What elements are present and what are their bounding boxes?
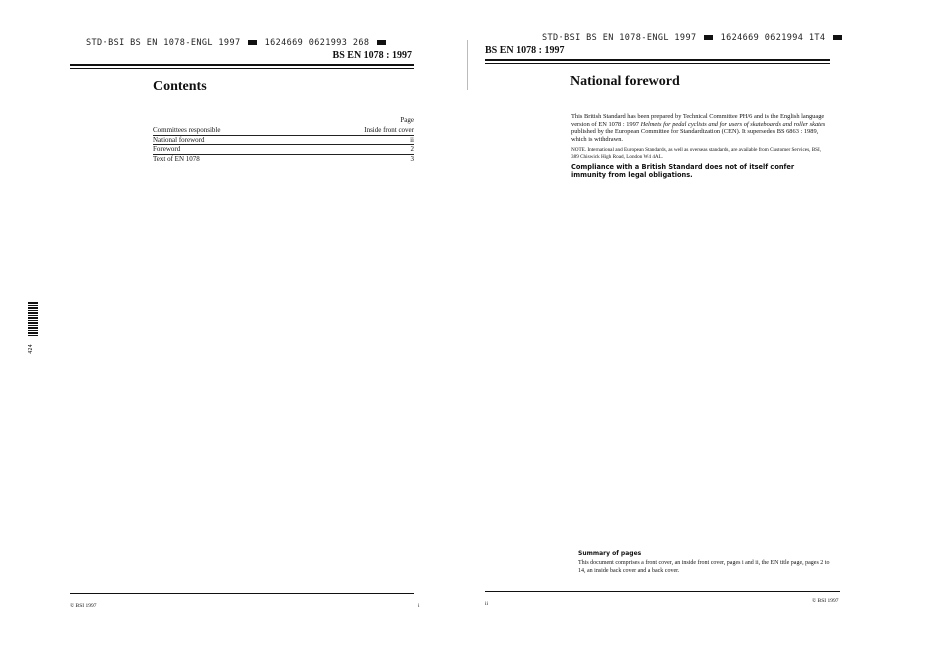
barcode-icon bbox=[28, 302, 38, 336]
toc-row[interactable] bbox=[153, 136, 414, 146]
header-rule bbox=[70, 64, 414, 66]
footer-rule bbox=[70, 593, 414, 594]
document-stamp bbox=[86, 38, 388, 48]
toc-title: Foreword bbox=[153, 145, 181, 153]
summary-title: Summary of pages bbox=[578, 550, 642, 557]
footer-page-number: i bbox=[418, 603, 420, 609]
stamp-block bbox=[377, 40, 386, 45]
contents-title: Contents bbox=[153, 79, 207, 94]
foreword-title: National foreword bbox=[570, 74, 680, 89]
toc-page: 2 bbox=[410, 145, 414, 153]
page-gutter bbox=[467, 40, 468, 90]
toc-row[interactable] bbox=[153, 145, 414, 155]
header-standard-number: BS EN 1078 : 1997 bbox=[332, 50, 412, 61]
header-rule bbox=[485, 63, 830, 64]
right-page bbox=[475, 0, 950, 672]
toc-page: ii bbox=[410, 135, 414, 144]
para-text: This British Standard has been prepared by Technical Committee PH/6 and is the English language version of EN 1078 : 1997 bbox=[571, 113, 825, 128]
stamp-block bbox=[833, 35, 842, 40]
barcode-number: 424 bbox=[27, 344, 34, 354]
footer-page-number: ii bbox=[485, 601, 489, 607]
stamp-text-a: STD·BSI BS EN 1078-ENGL 1997 bbox=[542, 33, 697, 43]
stamp-block bbox=[248, 40, 257, 45]
header-rule bbox=[70, 68, 414, 69]
toc-title: National foreword bbox=[153, 135, 205, 144]
toc-title: Committees responsible bbox=[153, 126, 221, 134]
foreword-body bbox=[571, 113, 829, 183]
header-standard-number: BS EN 1078 : 1997 bbox=[485, 45, 565, 56]
toc-row[interactable] bbox=[153, 126, 414, 136]
para-text: published by the European Committee for Standardization (CEN). It supersedes BS 6863 : 1989, which is withdrawn. bbox=[571, 128, 819, 143]
table-of-contents bbox=[153, 115, 414, 163]
toc-row[interactable] bbox=[153, 155, 414, 164]
document-stamp bbox=[542, 33, 844, 43]
footer-copyright: © BSI 1997 bbox=[812, 598, 839, 604]
stamp-block bbox=[704, 35, 713, 40]
footer-rule bbox=[485, 591, 840, 592]
toc-title: Text of EN 1078 bbox=[153, 154, 200, 163]
summary-text: This document comprises a front cover, an inside front cover, pages i and ii, the EN title page, pages 2 to 14, an inside back cover and a back cover. bbox=[578, 560, 830, 574]
stamp-text-b: 1624669 0621994 1T4 bbox=[720, 33, 826, 43]
para-italic-title: Helmets for pedal cyclists and for users of skateboards and roller skates bbox=[640, 120, 826, 128]
foreword-paragraph bbox=[571, 113, 829, 143]
stamp-text-b: 1624669 0621993 268 bbox=[264, 38, 370, 48]
foreword-note: NOTE. International and European Standards, as well as overseas standards, are available from Customer Services, BSI, 389 Chiswick High Road, London W4 4AL. bbox=[571, 147, 822, 160]
compliance-statement: Compliance with a British Standard does not of itself confer immunity from legal obligations. bbox=[571, 162, 795, 179]
summary-of-pages bbox=[578, 550, 830, 575]
toc-page-header: Page bbox=[400, 116, 414, 124]
stamp-text-a: STD·BSI BS EN 1078-ENGL 1997 bbox=[86, 38, 241, 48]
toc-page: Inside front cover bbox=[364, 126, 414, 134]
toc-page: 3 bbox=[410, 154, 414, 163]
footer-copyright: © BSI 1997 bbox=[70, 603, 97, 609]
header-rule bbox=[485, 59, 830, 61]
